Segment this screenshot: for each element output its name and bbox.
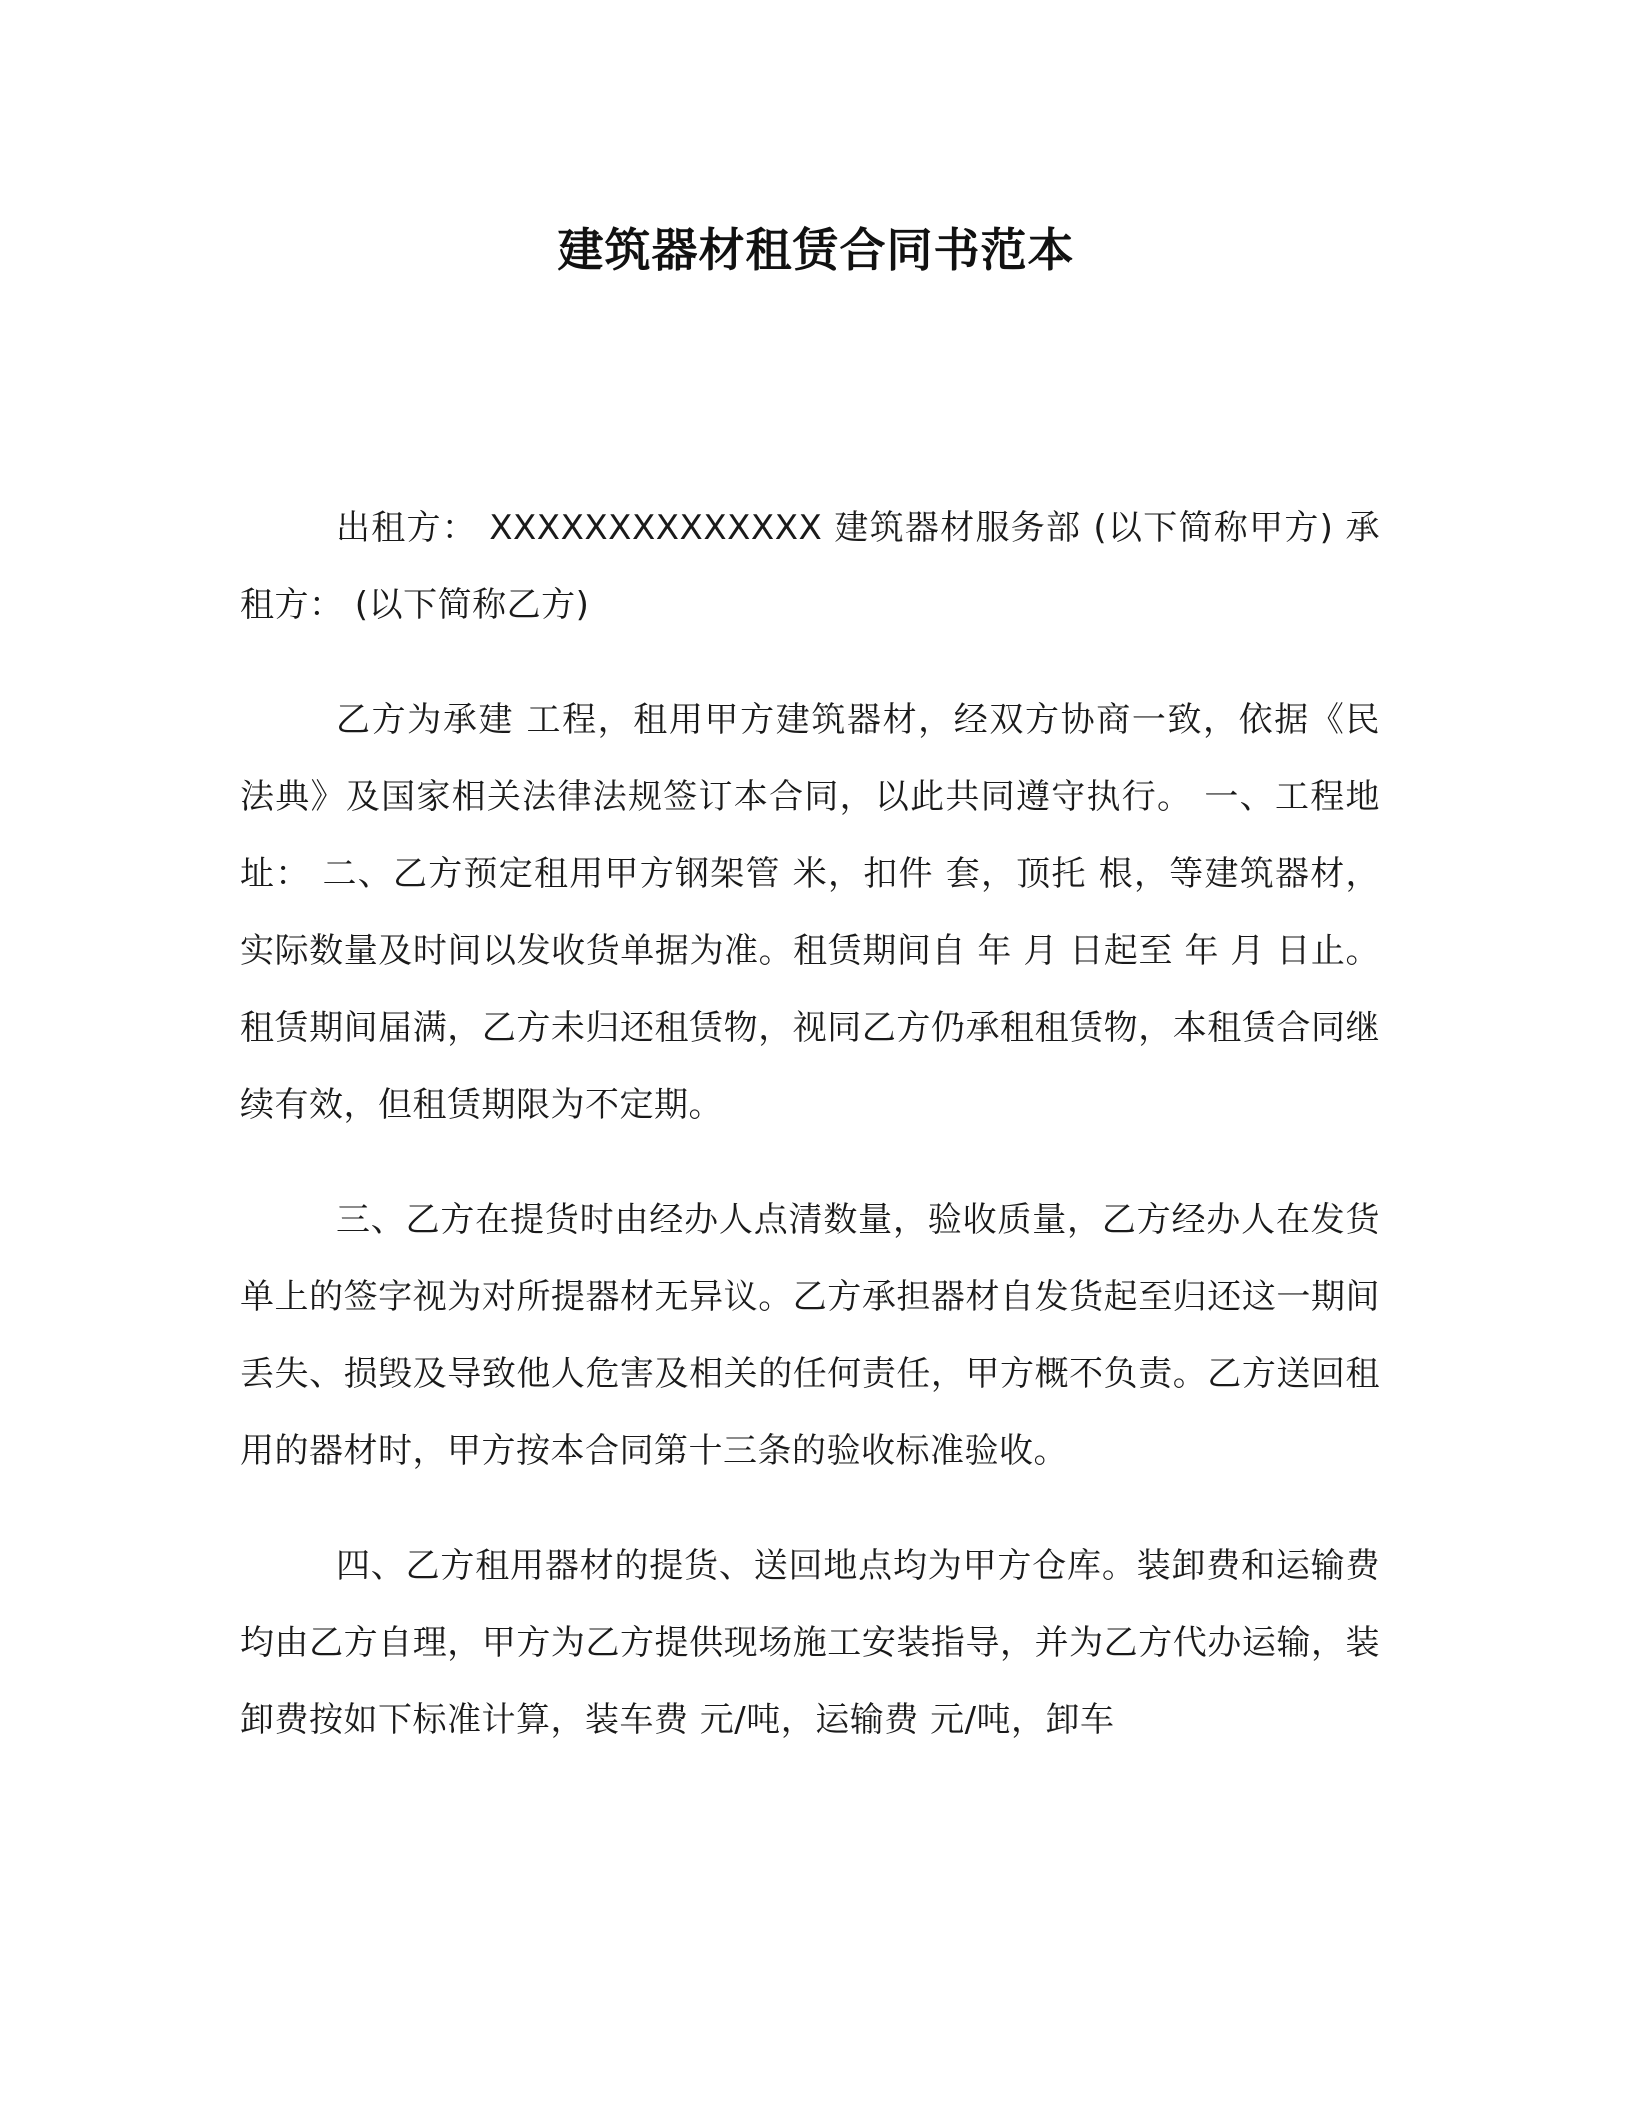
document-body	[240, 490, 1380, 1797]
paragraph-parties: 出租方： XXXXXXXXXXXXXX 建筑器材服务部 (以下简称甲方) 承租方： (以下简称乙方)	[240, 508, 1380, 625]
paragraph-clause-4: 四、乙方租用器材的提货、送回地点均为甲方仓库。装卸费和运输费均由乙方自理，甲方为乙方提供现场施工安装指导，并为乙方代办运输，装卸费按如下标准计算，装车费 元/吨，运输费 元/吨，卸车	[240, 1546, 1380, 1740]
document-title: 建筑器材租赁合同书范本	[557, 223, 1075, 277]
paragraph-terms: 乙方为承建 工程，租用甲方建筑器材，经双方协商一致，依据《民法典》及国家相关法律法规签订本合同，以此共同遵守执行。 一、工程地址： 二、乙方预定租用甲方钢架管 米，扣件 套，顶托 根，等建筑器材，实际数量及时间以发收货单据为准。租赁期间自 年 月 日起至 年 月 日止。租赁期间届满，乙方未归还租赁物，视同乙方仍承租租赁物，本租赁合同继续有效，但租赁期限为不定期。	[240, 700, 1380, 1125]
paragraph-clause-3: 三、乙方在提货时由经办人点清数量，验收质量，乙方经办人在发货单上的签字视为对所提器材无异议。乙方承担器材自发货起至归还这一期间丢失、损毁及导致他人危害及相关的任何责任，甲方概不负责。乙方送回租用的器材时，甲方按本合同第十三条的验收标准验收。	[240, 1200, 1380, 1471]
